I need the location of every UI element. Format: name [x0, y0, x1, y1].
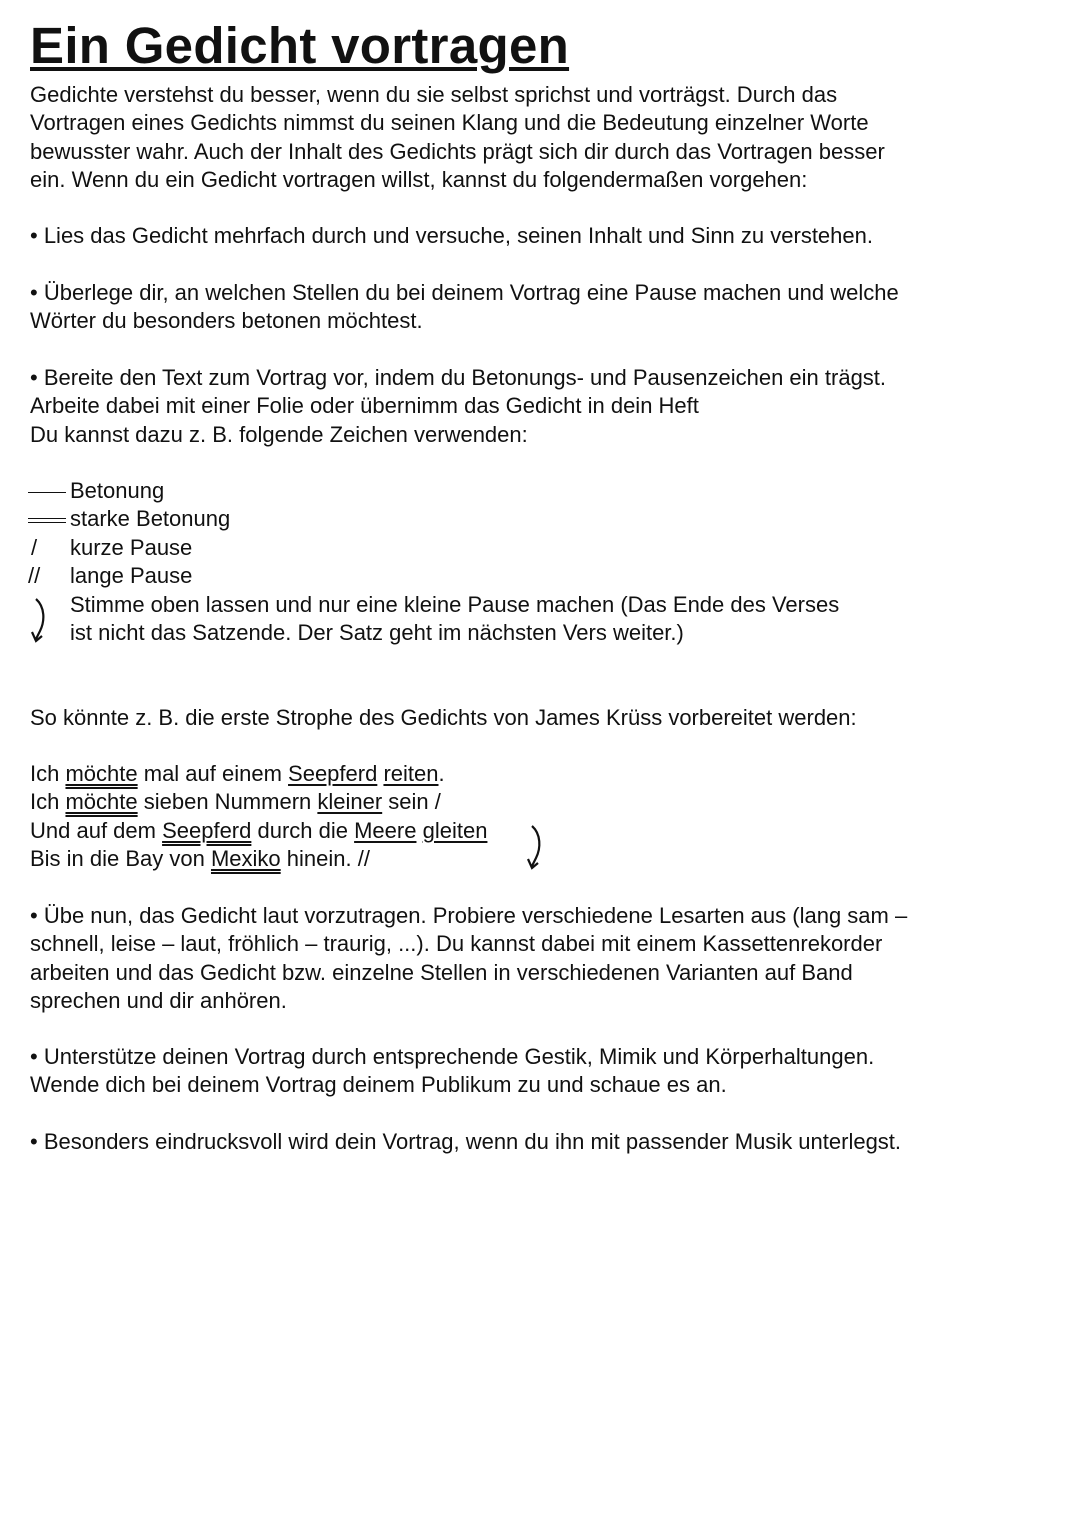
text-line: So könnte z. B. die erste Strophe des Gedichts von James Krüss vorbereitet werden:	[30, 705, 857, 730]
double-underline-icon	[28, 505, 68, 533]
double-slash-icon: //	[28, 563, 41, 589]
text-line: • Besonders eindrucksvoll wird dein Vortrag, wenn du ihn mit passender Musik unterlegst.	[30, 1129, 902, 1154]
text-line: • Lies das Gedicht mehrfach durch und versuche, seinen Inhalt und Sinn zu verstehen.	[30, 223, 873, 248]
legend-label: ist nicht das Satzende. Der Satz geht im nächsten Vers weiter.)	[70, 619, 684, 645]
text-line: • Übe nun, das Gedicht laut vorzutragen. Probiere verschiedene Lesarten aus (lang sam –	[30, 903, 908, 928]
text-line: Gedichte verstehst du besser, wenn du sie selbst sprichst und vorträgst. Durch das	[30, 82, 838, 107]
strong-stress-word: möchte	[65, 761, 138, 786]
text-line: Vortragen eines Gedichts nimmst du seinen Klang und die Bedeutung einzelner Worte	[30, 110, 869, 136]
step-plan	[30, 279, 1020, 336]
stressed-word: Meere	[354, 817, 417, 843]
legend-label: Betonung	[70, 478, 165, 503]
stressed-word: reiten	[383, 761, 439, 786]
text-line: ein. Wenn du ein Gedicht vortragen willst, kannst du folgendermaßen vorgehen:	[30, 167, 808, 193]
text-line: bewusster wahr. Auch der Inhalt des Gedichts prägt sich dir durch das Vortragen besser	[30, 138, 885, 164]
stressed-word: gleiten	[422, 817, 488, 843]
strong-stress-word: möchte	[65, 789, 138, 815]
legend-label: starke Betonung	[70, 506, 231, 532]
example-intro	[30, 704, 1020, 732]
text-line: Wörter du besonders betonen möchtest.	[30, 308, 423, 334]
curved-arrow-icon	[526, 822, 550, 874]
stressed-word: Seepferd	[288, 761, 378, 786]
step-music	[30, 1128, 1020, 1156]
poem-line: Ich möchte sieben Nummern kleiner sein /	[30, 789, 441, 815]
intro-paragraph	[30, 81, 1020, 195]
text-line: Du kannst dazu z. B. folgende Zeichen verwenden:	[30, 421, 528, 447]
curved-arrow-icon	[30, 595, 54, 647]
legend-label: kurze Pause	[70, 534, 193, 560]
text-line: Wende dich bei deinem Vortrag deinem Publikum zu und schaue es an.	[30, 1072, 727, 1098]
poem-line: Bis in die Bay von Mexiko hinein. //	[30, 846, 370, 872]
text-line: schnell, leise – laut, fröhlich – traurig, ...). Du kannst dabei mit einem Kassettenrekorder	[30, 931, 883, 957]
poem-example	[30, 760, 487, 874]
stressed-word: kleiner	[317, 789, 383, 815]
poem-line: Ich möchte mal auf einem Seepferd reiten.	[30, 761, 445, 786]
strong-stress-word: Mexiko	[210, 846, 281, 872]
text-line: Arbeite dabei mit einer Folie oder übernimm das Gedicht in dein Heft	[30, 393, 699, 419]
text-line: arbeiten und das Gedicht bzw. einzelne Stellen in verschiedenen Varianten auf Band	[30, 959, 853, 985]
text-line: • Bereite den Text zum Vortrag vor, indem du Betonungs- und Pausenzeichen ein trägst.	[30, 365, 887, 390]
poem-line: Und auf dem Seepferd durch die Meere gleiten	[30, 817, 488, 843]
text-line: • Unterstütze deinen Vortrag durch entsprechende Gestik, Mimik und Körperhaltungen.	[30, 1044, 875, 1069]
legend-label: lange Pause	[70, 563, 193, 589]
single-underline-icon	[28, 477, 68, 505]
step-practice	[30, 902, 1020, 1016]
page-title: Ein Gedicht vortragen	[30, 17, 570, 74]
legend-label: Stimme oben lassen und nur eine kleine Pause machen (Das Ende des Verses	[70, 591, 840, 617]
text-line: • Überlege dir, an welchen Stellen du bei deinem Vortrag eine Pause machen und welche	[30, 280, 899, 305]
text-line: sprechen und dir anhören.	[30, 988, 287, 1014]
step-read	[30, 222, 1020, 250]
slash-icon: /	[31, 534, 38, 560]
step-prepare	[30, 364, 1020, 449]
step-gestures	[30, 1043, 1020, 1100]
strong-stress-word: Seepferd	[162, 817, 252, 843]
